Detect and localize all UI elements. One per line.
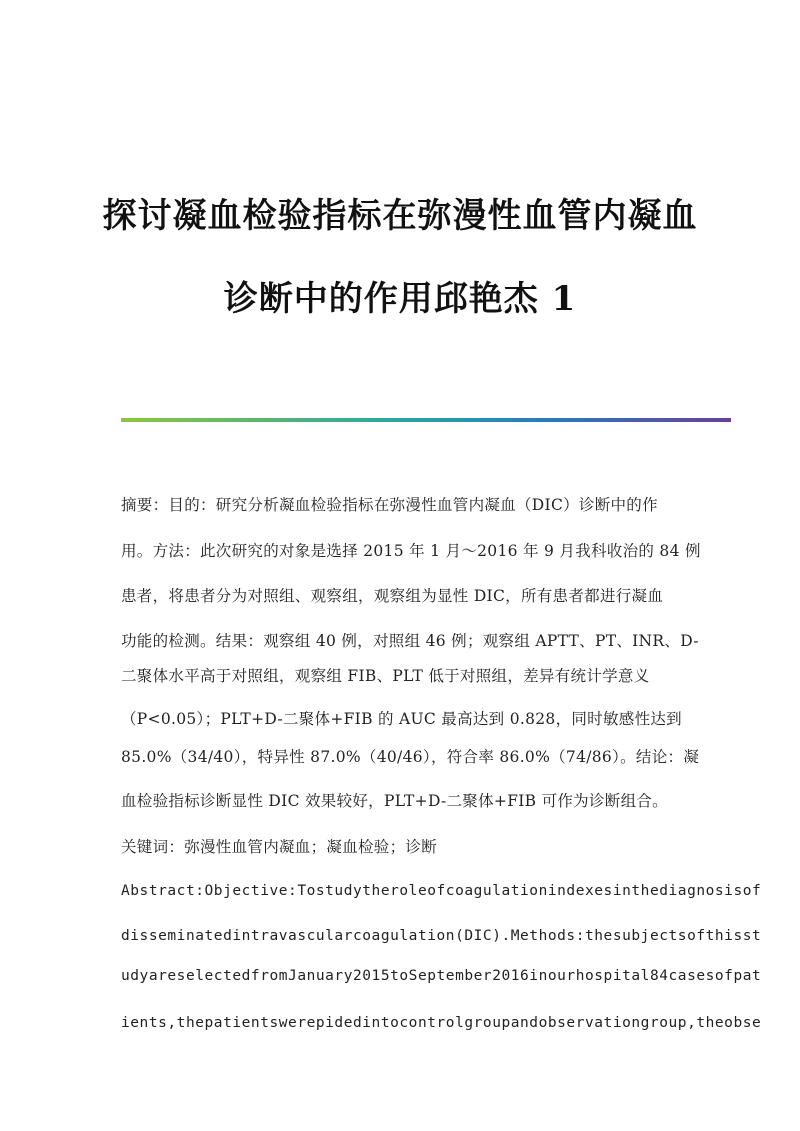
abstract-cn-line: 用。方法：此次研究的对象是选择 2015 年 1 月～2016 年 9 月我科收治的 84 例 [121,542,701,560]
abstract-cn-line: 患者，将患者分为对照组、观察组，观察组为显性 DIC，所有患者都进行凝血 [121,587,664,605]
abstract-en-line: udyareselectedfromJanuary2015toSeptember2016inourhospital84casesofpat [121,968,762,984]
document-title-line-1: 探讨凝血检验指标在弥漫性血管内凝血 [102,196,698,236]
abstract-cn-line: （P<0.05）；PLT+D-二聚体+FIB 的 AUC 最高达到 0.828，同时敏感性达到 [121,710,682,728]
abstract-en-line: Abstract:Objective:Tostudytheroleofcoagulationindexesinthediagnosisof [121,883,762,899]
abstract-cn-line: 二聚体水平高于对照组，观察组 FIB、PLT 低于对照组，差异有统计学意义 [121,667,650,685]
abstract-en-line: disseminatedintravascularcoagulation(DIC).Methods:thesubjectsofthisst [121,928,762,944]
title-divider [121,418,731,422]
abstract-cn-line: 85.0%（34/40），特异性 87.0%（40/46），符合率 86.0%（74/86）。结论：凝 [121,748,700,766]
abstract-cn-line: 摘要：目的：研究分析凝血检验指标在弥漫性血管内凝血（DIC）诊断中的作 [121,496,658,514]
abstract-cn-line: 功能的检测。结果：观察组 40 例，对照组 46 例；观察组 APTT、PT、INR、D- [121,632,699,650]
keywords-line: 关键词：弥漫性血管内凝血；凝血检验；诊断 [121,838,438,856]
abstract-cn-line: 血检验指标诊断显性 DIC 效果较好，PLT+D-二聚体+FIB 可作为诊断组合。 [121,792,668,810]
abstract-en-line: ients,thepatientswerepidedintocontrolgroupandobservationgroup,theobse [121,1015,762,1031]
document-title-line-2: 诊断中的作用邱艳杰 1 [223,279,577,319]
